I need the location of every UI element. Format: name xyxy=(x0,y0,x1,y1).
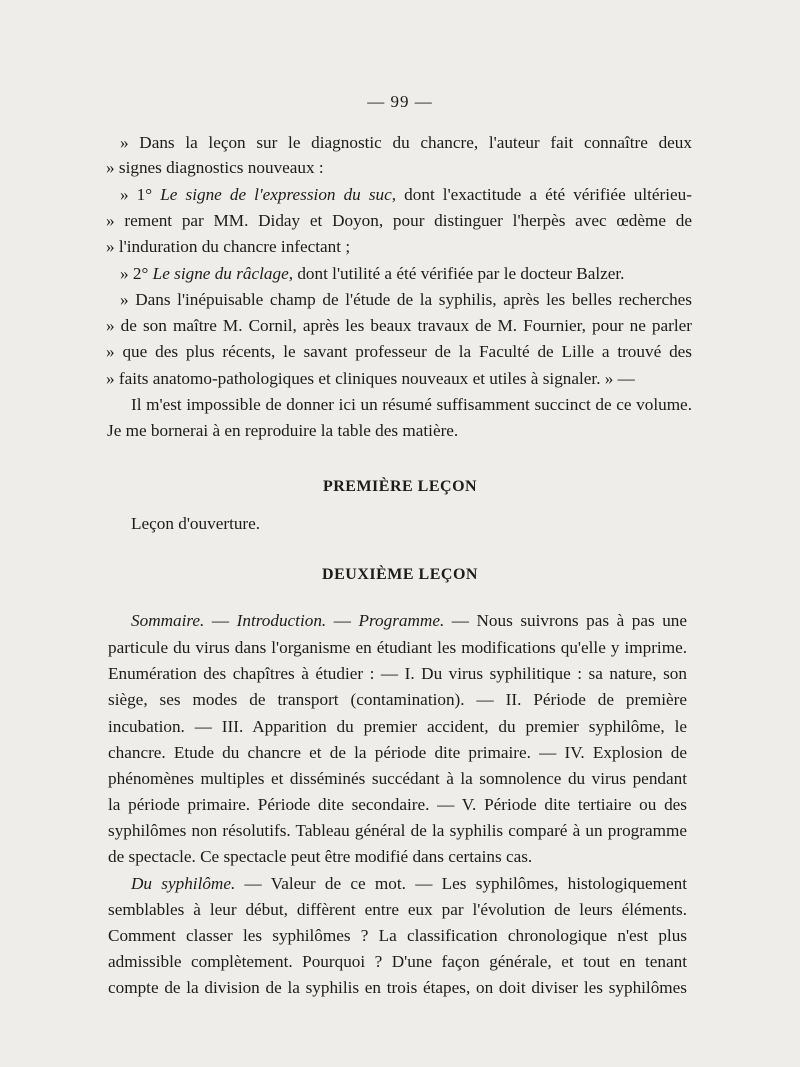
section-heading: PREMIÈRE LEÇON xyxy=(322,478,478,495)
quote-line: » l'induration du chancre infectant ; xyxy=(106,237,351,256)
body-line: chancre. Etude du chancre et de la période dite primaire. — IV. Explosion de xyxy=(108,743,687,762)
body-line: incubation. — III. Apparition du premier accident, du premier syphilôme, le xyxy=(108,717,687,736)
body-line: syphilômes non résolutifs. Tableau général de la syphilis comparé à un programme xyxy=(108,821,687,840)
section-heading: DEUXIÈME LEÇON xyxy=(322,566,478,583)
quote-line: » signes diagnostics nouveaux : xyxy=(106,158,324,177)
page-number: — 99 — xyxy=(367,92,433,111)
body-line: la période primaire. Période dite secondaire. — V. Période dite tertiaire ou des xyxy=(108,795,687,814)
quote-line: » Dans l'inépuisable champ de l'étude de la syphilis, après les belles recherches xyxy=(120,290,692,309)
body-line: Enumération des chapîtres à étudier : — I. Du virus syphilitique : sa nature, son xyxy=(108,664,687,683)
body-line: Sommaire. — Introduction. — Programme. — Nous suivrons pas à pas une xyxy=(131,611,688,630)
body-line: siège, ses modes de transport (contamination). — II. Période de première xyxy=(108,690,687,709)
intro-line: Il m'est impossible de donner ici un résumé suffisamment succinct de ce volume. xyxy=(131,395,692,414)
quote-line: » Dans la leçon sur le diagnostic du chancre, l'auteur fait connaître deux xyxy=(120,133,692,152)
body-line: admissible complètement. Pourquoi ? D'une façon générale, et tout en tenant xyxy=(108,952,687,971)
quote-line: » rement par MM. Diday et Doyon, pour distinguer l'herpès avec œdème de xyxy=(106,211,692,230)
body-line: Du syphilôme. — Valeur de ce mot. — Les syphilômes, histologiquement xyxy=(131,874,687,893)
body-line: compte de la division de la syphilis en trois étapes, on doit diviser les syphilômes xyxy=(108,978,687,997)
body-line: Comment classer les syphilômes ? La classification chronologique n'est plus xyxy=(108,926,687,945)
body-line: semblables à leur début, diffèrent entre eux par l'évolution de leurs éléments. xyxy=(108,900,687,919)
quote-line: » 1° Le signe de l'expression du suc, dont l'exactitude a été vérifiée ultérieu- xyxy=(120,185,692,204)
quote-line: » de son maître M. Cornil, après les beaux travaux de M. Fournier, pour ne parler xyxy=(106,316,692,335)
body-line: de spectacle. Ce spectacle peut être modifié dans certains cas. xyxy=(108,847,533,866)
quote-line: » que des plus récents, le savant professeur de la Faculté de Lille a trouvé des xyxy=(106,342,692,361)
section-text: Leçon d'ouverture. xyxy=(131,514,261,533)
quote-line: » faits anatomo-pathologiques et cliniques nouveaux et utiles à signaler. » — xyxy=(106,369,635,388)
body-line: particule du virus dans l'organisme en étudiant les modifications qu'elle y imprime. xyxy=(108,638,687,657)
body-line: phénomènes multiples et disséminés succédant à la somnolence du virus pendant xyxy=(108,769,687,788)
intro-line: Je me bornerai à en reproduire la table des matière. xyxy=(107,421,459,440)
quote-line: » 2° Le signe du râclage, dont l'utilité a été vérifiée par le docteur Balzer. xyxy=(120,264,625,283)
